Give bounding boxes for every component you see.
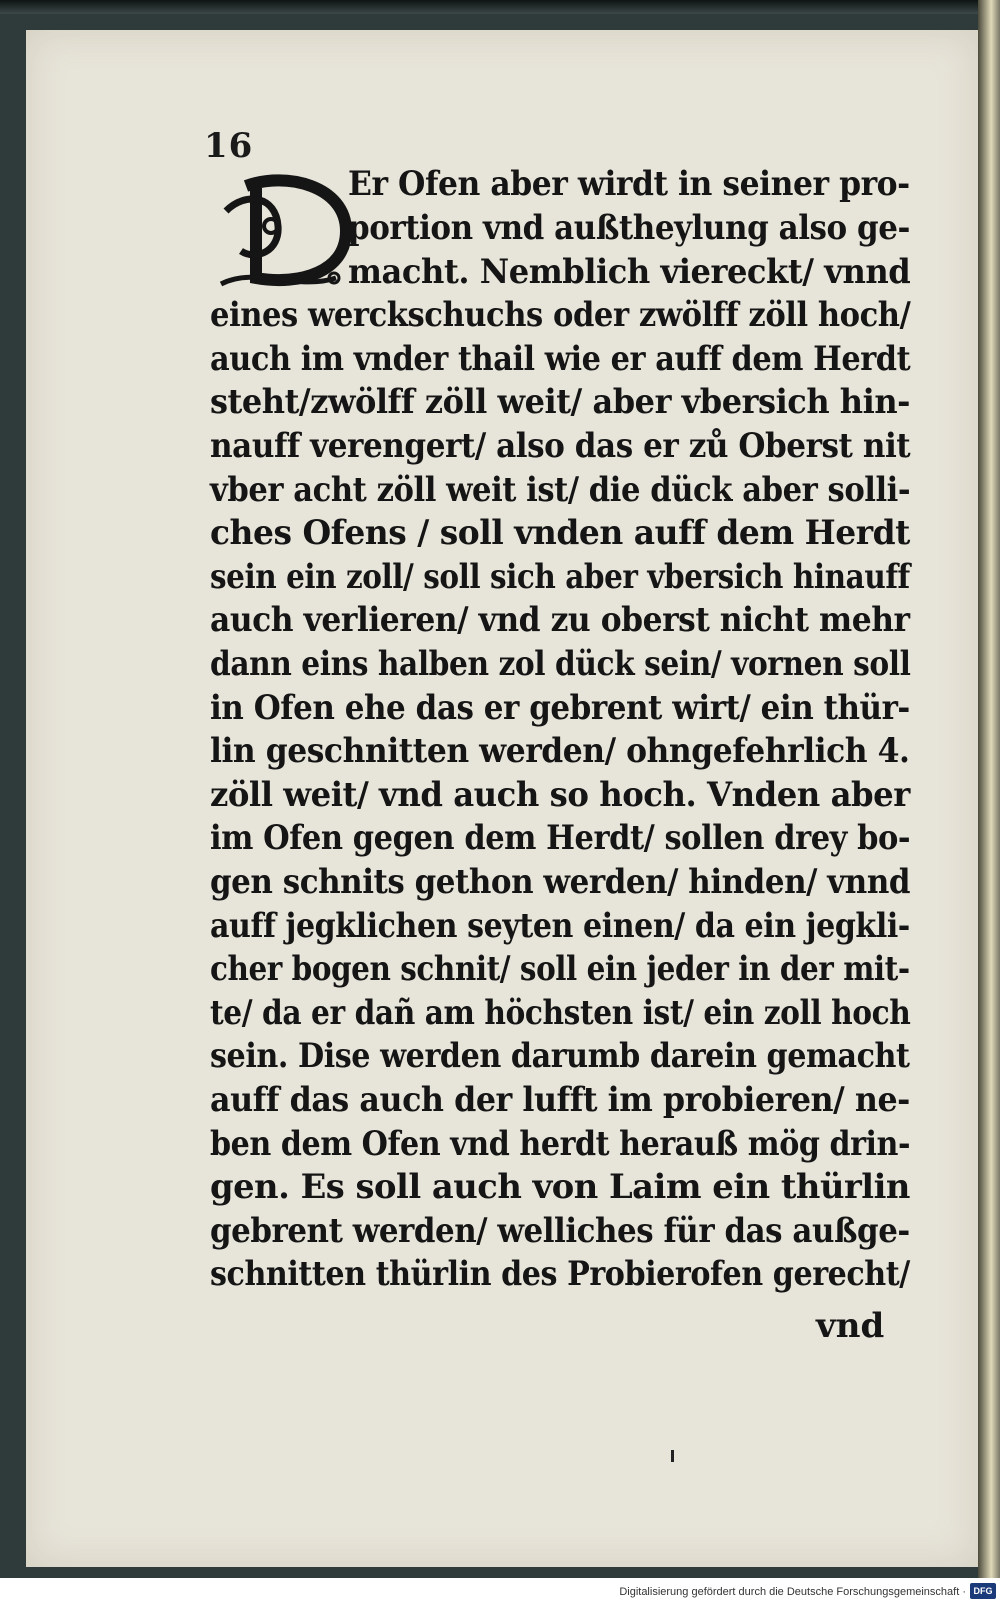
text-line: Er Ofen aber wirdt in seiner pro- — [348, 164, 910, 204]
text-line: ches Ofens / soll vnden auff dem Herdt — [210, 513, 910, 553]
text-line: zöll weit/ vnd auch so hoch. Vnden aber — [210, 775, 910, 815]
text-line: sein. Dise werden darumb darein gemacht — [210, 1036, 910, 1076]
dfg-logo-icon: DFG — [970, 1583, 996, 1599]
text-line: vber acht zöll weit ist/ die dück aber solli- — [210, 470, 911, 510]
text-line: te/ da er dañ am höchsten ist/ ein zoll hoch — [210, 993, 911, 1033]
text-line: im Ofen gegen dem Herdt/ sollen drey bo- — [210, 818, 911, 858]
text-line: eines werckschuchs oder zwölff zöll hoch/ — [210, 295, 911, 335]
text-line: cher bogen schnit/ soll ein jeder in der mit- — [210, 949, 910, 989]
text-line: steht/zwölff zöll weit/ aber vbersich hin- — [210, 382, 910, 422]
text-line: gen schnits gethon werden/ hinden/ vnnd — [210, 862, 911, 902]
ink-mark — [671, 1450, 674, 1462]
text-line: ben dem Ofen vnd herdt herauß mög drin- — [210, 1124, 911, 1164]
text-line: portion vnd außtheylung also ge- — [348, 208, 910, 248]
page-number: 16 — [204, 126, 254, 166]
text-line: in Ofen ehe das er gebrent wirt/ ein thür- — [210, 688, 910, 728]
text-line: macht. Nemblich viereckt/ vnnd — [348, 252, 911, 292]
text-line: lin geschnitten werden/ ohngefehrlich 4. — [210, 731, 910, 771]
text-line: auch im vnder thail wie er auff dem Herdt — [210, 339, 911, 379]
text-line: auff das auch der lufft im probieren/ ne- — [210, 1080, 910, 1120]
text-line: schnitten thürlin des Probierofen gerecht/ — [210, 1254, 910, 1294]
dropcap-letter: D — [278, 234, 290, 250]
text-line: auff jegklichen seyten einen/ da ein jegkli- — [210, 906, 910, 946]
funding-credit: Digitalisierung gefördert durch die Deutsche Forschungsgemeinschaft · — [619, 1586, 966, 1598]
book-fore-edge — [978, 0, 1000, 1578]
text-line: dann eins halben zol dück sein/ vornen soll — [210, 644, 911, 684]
scan-top-edge — [0, 0, 1000, 14]
dropcap-ornament — [216, 166, 366, 296]
book-page — [26, 30, 978, 1567]
text-line: sein ein zoll/ soll sich aber vbersich hinauff — [210, 557, 910, 597]
text-line: auch verlieren/ vnd zu oberst nicht mehr — [210, 600, 910, 640]
text-line: nauff verengert/ also das er zů Oberst nit — [210, 426, 911, 466]
text-line: gen. Es soll auch von Laim ein thürlin — [210, 1167, 910, 1207]
text-line: gebrent werden/ welliches für das außge- — [210, 1211, 910, 1251]
catchword: vnd — [816, 1306, 885, 1346]
